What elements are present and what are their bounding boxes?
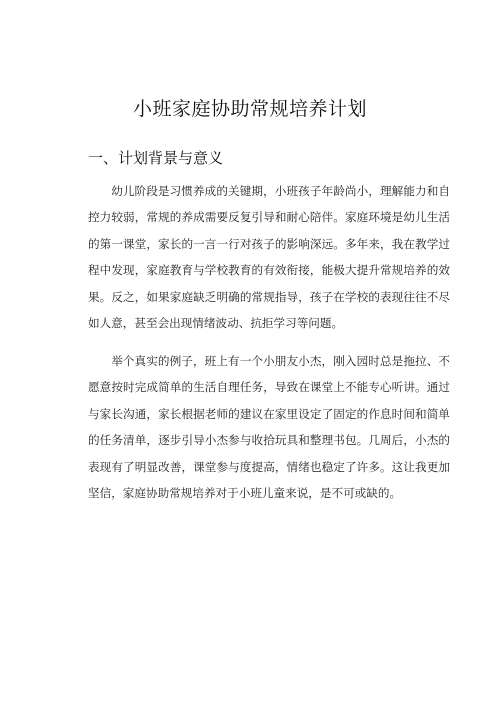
section-heading: 一、计划背景与意义 [88, 149, 224, 167]
paragraph-example: 举个真实的例子，班上有一个小朋友小杰，刚入园时总是拖拉、不愿意按时完成简单的生活自理任务，导致在课堂上不能专心听讲。通过与家长沟通，家长根据老师的建议在家里设定了固定的作息时间和简单的任务清单，逐步引导小杰参与收拾玩具和整理书包。几周后，小杰的表现有了明显改善，课堂参与度提高，情绪也稳定了许多。这让我更加坚信，家庭协助常规培养对于小班儿童来说，是不可或缺的。 [88, 354, 450, 501]
paragraph-background: 幼儿阶段是习惯养成的关键期，小班孩子年龄尚小，理解能力和自控力较弱，常规的养成需要反复引导和耐心陪伴。家庭环境是幼儿生活的第一课堂，家长的一言一行对孩子的影响深远。多年来，我在教学过程中发现，家庭教育与学校教育的有效衔接，能极大提升常规培养的效果。反之，如果家庭缺乏明确的常规指导，孩子在学校的表现往往不尽如人意，甚至会出现情绪波动、抗拒学习等问题。 [88, 184, 450, 331]
document-title: 小班家庭协助常规培养计划 [132, 98, 367, 120]
